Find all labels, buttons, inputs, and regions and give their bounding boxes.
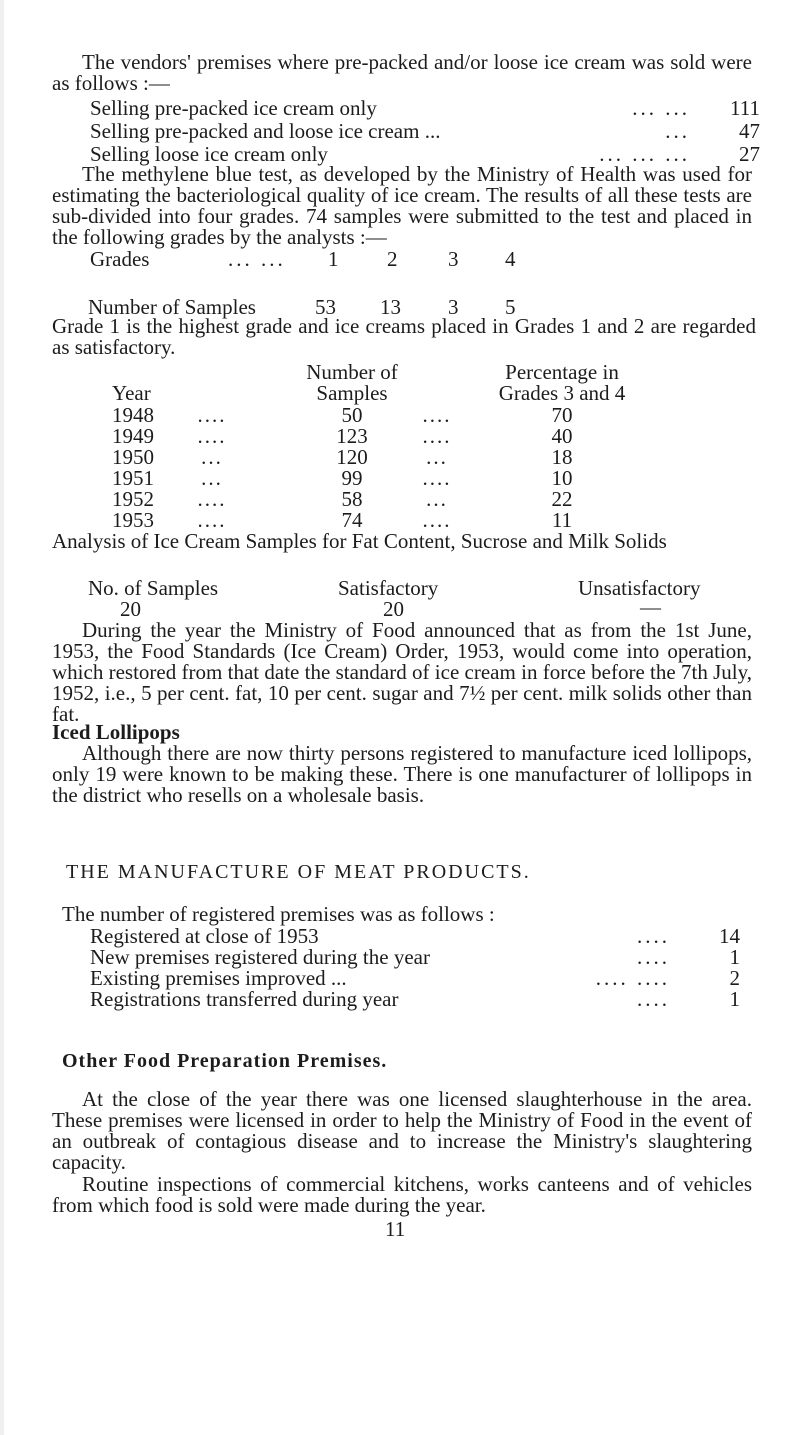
- meat-row-value: 1: [729, 945, 740, 969]
- meat-row-dots: ....: [637, 945, 670, 969]
- vendor-row-dots: ... ...: [632, 96, 690, 120]
- pct-cell: 22: [551, 487, 573, 511]
- pct-cell: 18: [551, 445, 573, 469]
- grades-dots: ... ...: [228, 247, 286, 271]
- ministry-paragraph: [52, 620, 752, 725]
- samples-grade-2: 13: [380, 295, 401, 319]
- samples-cell: 58: [341, 487, 363, 511]
- slaughterhouse-paragraph: [52, 1089, 752, 1173]
- samples-label: Number of Samples: [88, 295, 256, 319]
- grade-1: 1: [328, 247, 339, 271]
- meat-row: [90, 989, 740, 1011]
- ministry-text: During the year the Ministry of Food announced that as from the 1st June, 1953, the Food Standards (Ice Cream) Order, 1953, would come into operation, which restored from that date the standard of ice cream in force before the 7th July, 1952, i.e., 5 per cent. fat, 10 per cent. sugar and 7½ per cent. milk solids other than fat.: [52, 618, 752, 726]
- samples-cell: 123: [336, 424, 368, 448]
- analysis-samples-value: 20: [120, 597, 141, 621]
- analysis-heading-text: Analysis of Ice Cream Samples for Fat Content, Sucrose and Milk Solids: [52, 529, 667, 553]
- year-table-samples-header: Number of: [306, 360, 398, 384]
- meat-row-dots: ....: [637, 987, 670, 1011]
- routine-text: Routine inspections of commercial kitchens, works canteens and of vehicles from which food is sold were made during the year.: [52, 1172, 752, 1217]
- lollipops-heading: Iced Lollipops: [52, 720, 180, 744]
- vendor-row-label: Selling loose ice cream only: [90, 142, 328, 166]
- page-number: 11: [385, 1217, 406, 1241]
- meat-row-label: New premises registered during the year: [90, 945, 430, 969]
- pct-cell: 11: [551, 508, 573, 532]
- analysis-unsatisfactory-value: —: [640, 595, 661, 619]
- samples-cell: 99: [341, 466, 363, 490]
- vendor-row-dots: ...: [665, 119, 690, 143]
- vendor-row-label: Selling pre-packed and loose ice cream ...: [90, 119, 441, 143]
- meat-row-value: 14: [719, 924, 740, 948]
- vendors-intro-paragraph: [52, 52, 752, 94]
- meat-row-label: Registered at close of 1953: [90, 924, 319, 948]
- meat-row-value: 1: [729, 987, 740, 1011]
- analysis-col-samples: No. of Samples: [88, 576, 219, 600]
- lollipops-text: Although there are now thirty persons registered to manufacture iced lollipops, only 19 were known to be making these. There is one manufacturer of lollipops in the district who resells on a wholesale basis.: [52, 741, 752, 807]
- grade-4: 4: [505, 247, 516, 271]
- vendor-row-value: 27: [739, 142, 760, 166]
- samples-grade-4: 5: [505, 295, 516, 319]
- meat-products-heading: THE MANUFACTURE OF MEAT PRODUCTS.: [66, 861, 531, 883]
- samples-grade-1: 53: [315, 295, 336, 319]
- routine-paragraph: [52, 1174, 752, 1216]
- year-cell: 1950: [112, 445, 154, 469]
- vendor-row-value: 111: [730, 96, 760, 120]
- grade-2: 2: [387, 247, 398, 271]
- slaughterhouse-text: At the close of the year there was one licensed slaughterhouse in the area. These premises were licensed in order to help the Ministry of Food in the event of an outbreak of contagious disease and to increase the Ministry's slaughtering capacity.: [52, 1087, 752, 1174]
- meat-row-label: Registrations transferred during year: [90, 987, 399, 1011]
- grade-note-text: Grade 1 is the highest grade and ice creams placed in Grades 1 and 2 are regarded as satisfactory.: [52, 314, 756, 359]
- analysis-satisfactory-value: 20: [383, 597, 404, 621]
- year-table-pct-header: Percentage in: [505, 360, 619, 384]
- analysis-col-satisfactory: Satisfactory: [338, 576, 439, 600]
- other-premises-heading: Other Food Preparation Premises.: [62, 1050, 388, 1072]
- samples-grade-3: 3: [448, 295, 459, 319]
- meat-row-label: Existing premises improved ...: [90, 966, 347, 990]
- samples-cell: 120: [336, 445, 368, 469]
- meat-row-dots: ....: [637, 924, 670, 948]
- year-cell: 1953: [112, 508, 154, 532]
- year-table-pct-header-2: Grades 3 and 4: [498, 381, 626, 405]
- year-table-header-bottom: [112, 383, 632, 405]
- analysis-col-unsatisfactory: Unsatisfactory: [578, 576, 701, 600]
- lollipops-paragraph: [52, 743, 752, 806]
- vendor-row-dots: ... ... ...: [599, 142, 690, 166]
- year-cell: 1948: [112, 403, 154, 427]
- page-edge: [0, 0, 4, 1435]
- meat-intro: The number of registered premises was as follows :: [62, 902, 495, 926]
- pct-cell: 10: [551, 466, 573, 490]
- samples-cell: 50: [341, 403, 363, 427]
- grades-label: Grades: [90, 247, 150, 271]
- grade-3: 3: [448, 247, 459, 271]
- meat-row-dots: .... ....: [595, 966, 670, 990]
- analysis-heading: [52, 531, 756, 552]
- year-cell: 1949: [112, 424, 154, 448]
- pct-cell: 70: [551, 403, 573, 427]
- methylene-text: The methylene blue test, as developed by the Ministry of Health was used for estimating the bacteriological quality of ice cream. The results of all these tests are sub-divided into four grades. 74 samples were submitted to the test and placed in the following grades by the analysts :—: [52, 162, 752, 249]
- vendor-row-value: 47: [739, 119, 760, 143]
- vendor-row: [90, 121, 760, 143]
- grade-note-paragraph: [52, 316, 756, 358]
- methylene-paragraph: [52, 164, 752, 248]
- vendors-intro-text: The vendors' premises where pre-packed and/or loose ice cream was sold were as follows :—: [52, 50, 752, 95]
- vendor-row: [90, 98, 760, 120]
- pct-cell: 40: [551, 424, 573, 448]
- year-table-year-header: Year: [112, 381, 151, 405]
- meat-row-value: 2: [729, 966, 740, 990]
- year-cell: 1952: [112, 487, 154, 511]
- year-table-samples-header-2: Samples: [316, 381, 388, 405]
- vendor-row-label: Selling pre-packed ice cream only: [90, 96, 377, 120]
- samples-cell: 74: [341, 508, 363, 532]
- year-cell: 1951: [112, 466, 154, 490]
